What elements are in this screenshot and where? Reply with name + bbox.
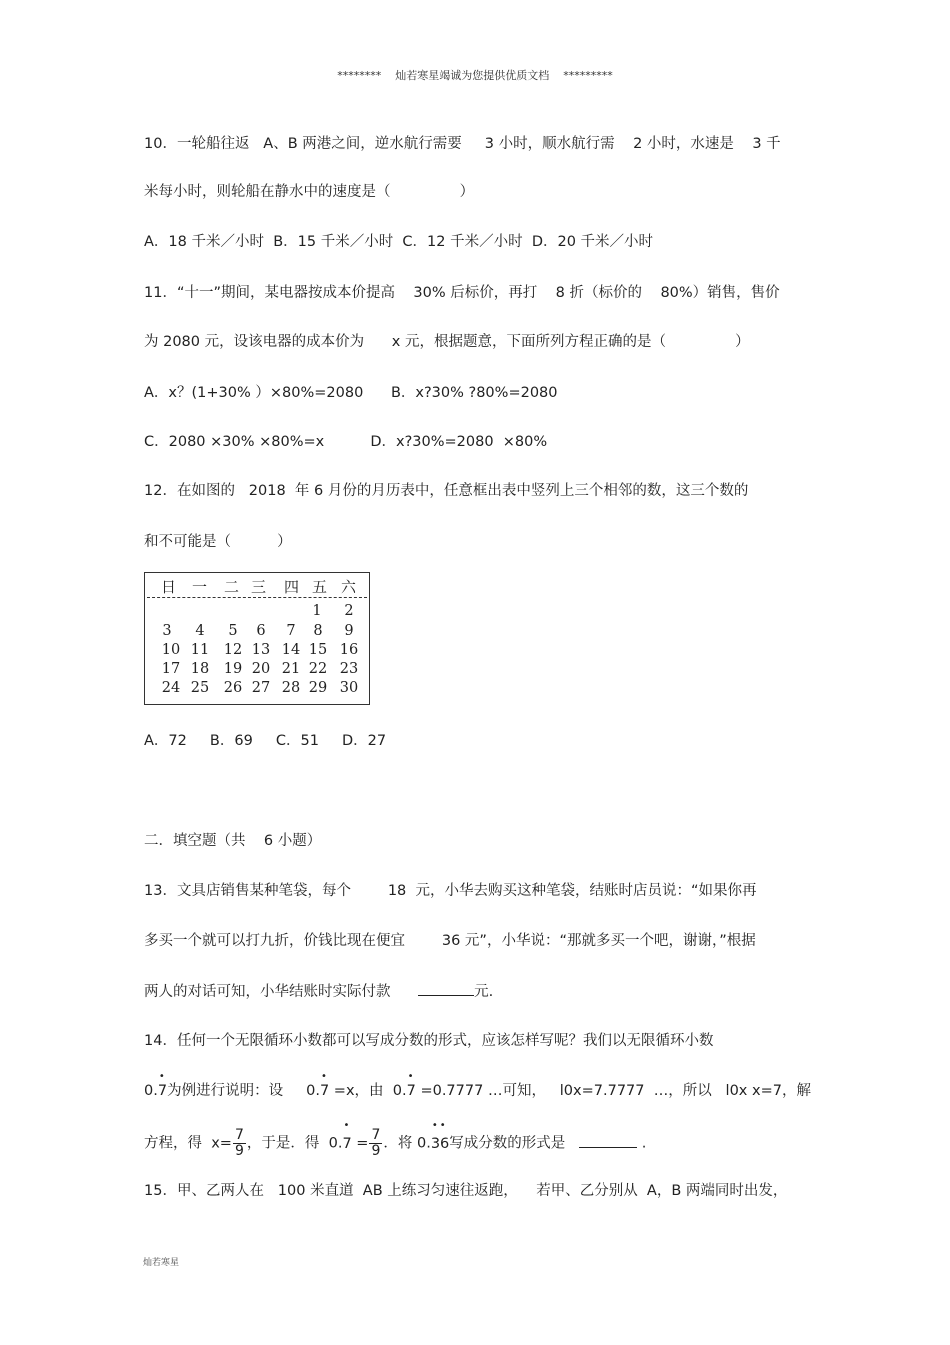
q13-line2: 多买一个就可以打九折，价钱比现在便宜 36 元”，小华说：“那就多买一个吧，谢谢，”根据: [144, 933, 756, 949]
q12-line2: 和不可能是（ ）: [144, 534, 292, 550]
calendar-row: [145, 603, 369, 622]
calendar-cell: 25: [190, 680, 210, 696]
calendar-cell: 12: [223, 642, 243, 658]
calendar-cell: 5: [228, 623, 238, 639]
calendar-cell: 28: [281, 680, 301, 696]
q14-text: =0.7777 …可知， l0x=7.7777 …，所以 l0x x=7，解: [415, 1083, 811, 1099]
calendar-cell: 26: [223, 680, 243, 696]
calendar-cell: 30: [339, 680, 359, 696]
calendar-cell: 9: [344, 623, 354, 639]
q13-line1: 13．文具店销售某种笔袋，每个 18 元，小华去购买这种笔袋，结账时店员说：“如果你再: [144, 883, 757, 899]
repeat-dot-icon: •: [407, 1071, 414, 1082]
calendar-cell: 11: [190, 642, 210, 658]
q12-options: A．72 B．69 C．51 D．27: [144, 733, 387, 749]
calendar-cell: 10: [161, 642, 181, 658]
calendar-row: [145, 661, 369, 680]
fraction-numerator: 7: [234, 1127, 244, 1143]
calendar-cell: 19: [223, 661, 243, 677]
calendar-cell: 20: [251, 661, 271, 677]
calendar-header-cell: 四: [284, 578, 300, 596]
q14-text: ．将 0.: [383, 1135, 431, 1152]
calendar-cell: 8: [313, 623, 323, 639]
calendar-cell: 13: [251, 642, 271, 658]
q12-line1: 12．在如图的 2018 年 6 月份的月历表中，任意框出表中竖列上三个相邻的数，这三个数的: [144, 483, 749, 499]
q10-options: A．18 千米／小时 B．15 千米／小时 C．12 千米／小时 D．20 千米／小时: [144, 234, 654, 250]
calendar-cell: 7: [286, 623, 296, 639]
q10-line1: 10．一轮船往返 A、B 两港之间，逆水航行需要 3 小时，顺水航行需 2 小时，水速是 3 千: [144, 136, 781, 152]
calendar-cell: 1: [312, 603, 322, 619]
repeating-digit: 7: [406, 1083, 416, 1099]
calendar-cell: 15: [308, 642, 328, 658]
calendar-header-cell: 三: [251, 578, 267, 596]
calendar-cell: 27: [251, 680, 271, 696]
calendar-header-cell: 二: [224, 578, 240, 596]
calendar-header-cell: 一: [192, 578, 208, 596]
q14-text: 方程，得 x=: [144, 1135, 232, 1152]
repeating-decimal: [157, 1071, 168, 1101]
q11-option-c-d: C．2080 ×30% ×80%=x D．x?30%=2080 ×80%: [144, 434, 548, 450]
calendar-cell: 24: [161, 680, 181, 696]
calendar-cell: 16: [339, 642, 359, 658]
calendar-cell: 18: [190, 661, 210, 677]
repeat-dot-icon: •: [320, 1071, 327, 1082]
q14-line2: [144, 1071, 811, 1101]
calendar-cell: 14: [281, 642, 301, 658]
section-title: 二．填空题（共 6 小题）: [144, 833, 322, 849]
q13-text: 两人的对话可知，小华结账时实际付款: [144, 984, 419, 1000]
q14-text: ，于是．得 0.: [246, 1135, 343, 1152]
calendar-header-row: [145, 573, 369, 596]
repeating-decimal: [406, 1071, 416, 1101]
calendar-cell: 2: [344, 603, 354, 619]
calendar-cell: 17: [161, 661, 181, 677]
calendar-cell: 4: [195, 623, 205, 639]
repeat-dot-icon: •: [343, 1119, 350, 1131]
q14-text: 为例进行说明：设 0.: [167, 1083, 320, 1099]
fraction: [233, 1128, 246, 1159]
calendar-header-cell: 五: [312, 578, 328, 596]
q11-line2: 为 2080 元，设该电器的成本价为 x 元，根据题意，下面所列方程正确的是（ ）: [144, 334, 750, 350]
q11-option-a-b: A．x？(1+30% ）×80%=2080 B．x?30% ?80%=2080: [144, 385, 558, 401]
q14-text: .: [637, 1135, 647, 1152]
q14-text: =: [351, 1135, 369, 1152]
q14-answer-blank: [579, 1133, 637, 1148]
repeating-decimal: [319, 1071, 330, 1101]
page-footer: 灿若寒星: [143, 1258, 180, 1268]
calendar-dashed-divider: [147, 597, 367, 598]
calendar-row: [145, 642, 369, 661]
repeating-decimal: [342, 1119, 352, 1158]
q10-line2: 米每小时，则轮船在静水中的速度是（ ）: [144, 184, 475, 200]
calendar-cell: 22: [308, 661, 328, 677]
q14-text: 写成分数的形式是: [449, 1135, 580, 1152]
calendar-row: [145, 623, 369, 642]
page-header: ******** 灿若寒星竭诚为您提供优质文档 *********: [337, 69, 613, 82]
repeating-digits: 36: [430, 1135, 450, 1152]
q13-line3: [144, 981, 493, 1002]
q15-line1: 15．甲、乙两人在 100 米直道 AB 上练习匀速往返跑， 若甲、乙分别从 A，B 两端同时出发，: [144, 1183, 788, 1199]
q14-text: 0.: [144, 1083, 158, 1099]
fraction-numerator: 7: [371, 1127, 381, 1143]
repeat-dot-icon: •: [158, 1071, 165, 1082]
calendar-cell: 6: [256, 623, 266, 639]
repeat-dot-icon: ••: [431, 1119, 448, 1131]
calendar-cell: 29: [308, 680, 328, 696]
calendar-cell: 3: [162, 623, 172, 639]
fraction-denominator: 9: [371, 1143, 381, 1159]
repeating-digit: 7: [342, 1135, 352, 1152]
calendar-row: [145, 680, 369, 699]
q14-text: =x，由 0.: [329, 1083, 407, 1099]
calendar-header-cell: 日: [161, 578, 177, 596]
repeating-decimal: [430, 1119, 450, 1158]
q14-line3: [144, 1119, 647, 1159]
repeating-digit: 7: [157, 1083, 168, 1099]
q13-answer-blank: [418, 981, 474, 996]
calendar-header-cell: 六: [341, 578, 357, 596]
q11-line1: 11．“十一”期间，某电器按成本价提高 30% 后标价，再打 8 折（标价的 80%）销售，售价: [144, 285, 780, 301]
calendar-cell: 23: [339, 661, 359, 677]
q14-line1: 14．任何一个无限循环小数都可以写成分数的形式，应该怎样写呢？我们以无限循环小数: [144, 1033, 714, 1049]
q13-unit: 元.: [474, 984, 494, 1000]
fraction-denominator: 9: [234, 1143, 244, 1159]
fraction: [369, 1128, 382, 1159]
calendar-table: [144, 572, 370, 705]
repeating-digit: 7: [319, 1083, 330, 1099]
calendar-cell: 21: [281, 661, 301, 677]
